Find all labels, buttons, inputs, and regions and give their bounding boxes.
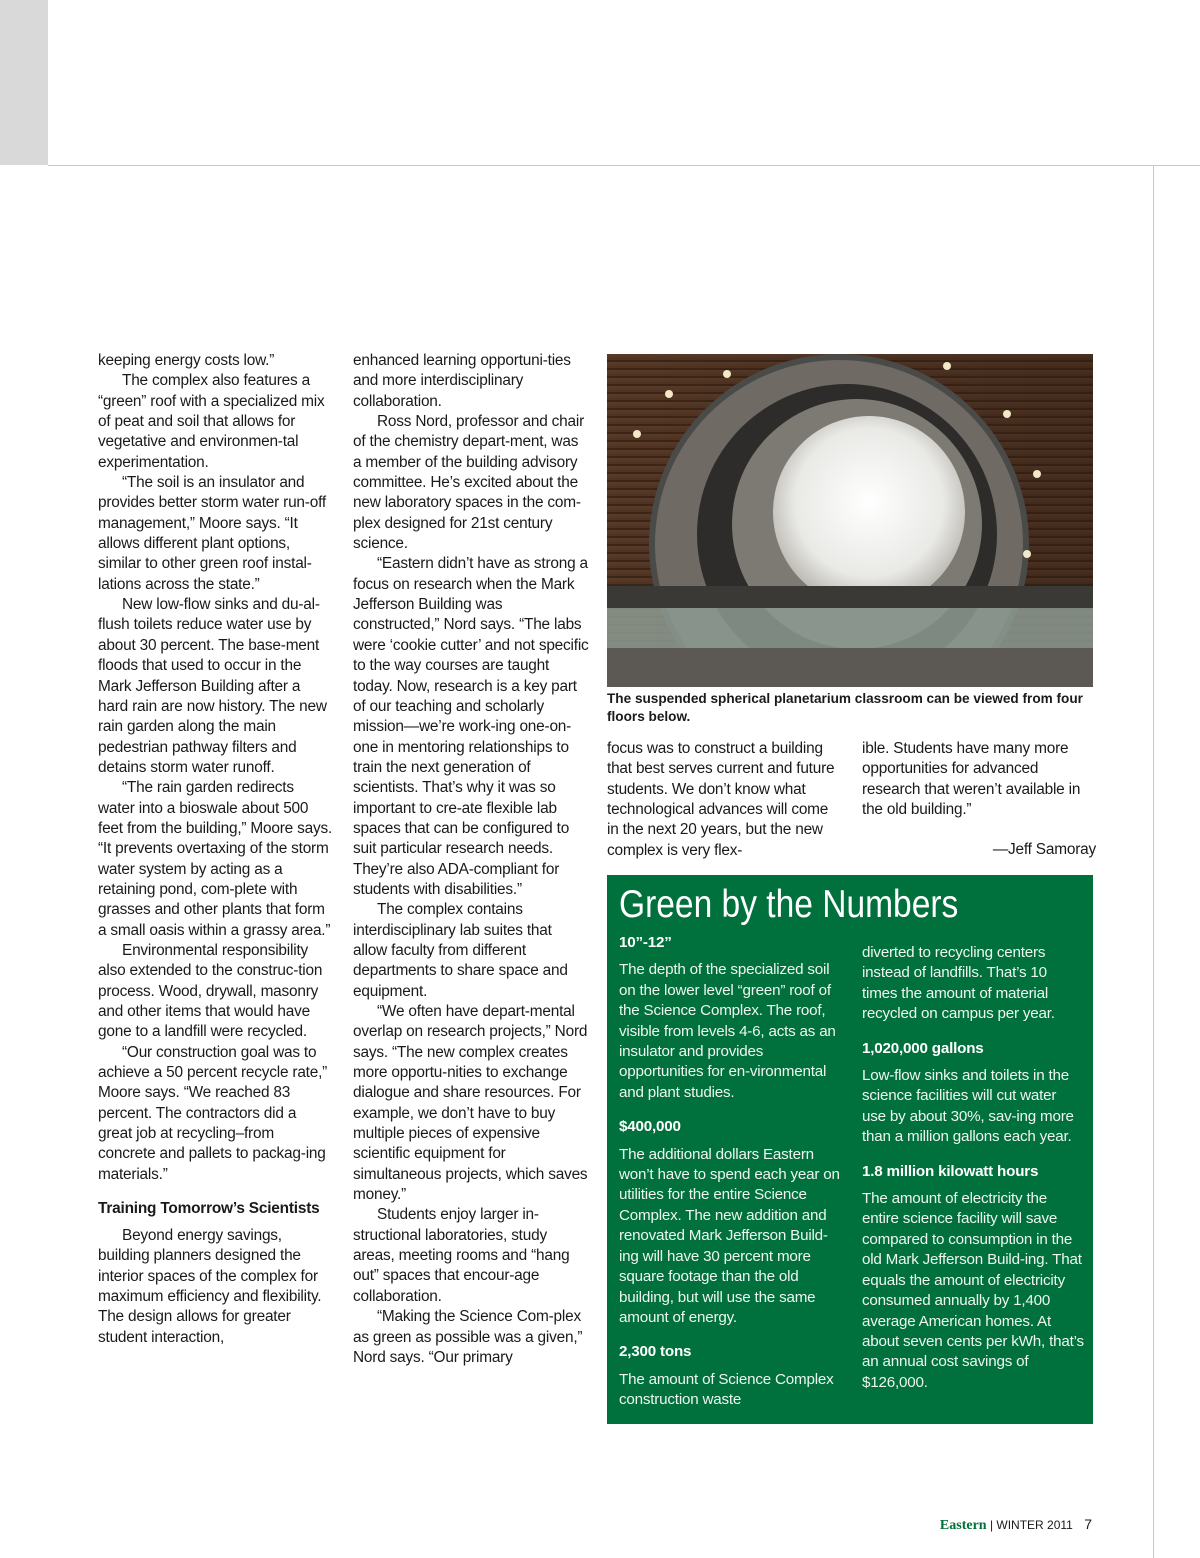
- paragraph: The complex also features a “green” roof with a specialized mix of peat and soil that allows for vegetative and environmen-tal experimentation.: [98, 372, 325, 471]
- stat-text: The amount of electricity the entire science facility will save compared to consumption in the old Mark Jefferson Build-ing. That equals the amount of electricity consumed annually by 1,400 average American homes. At about seven cents per kWh, that’s an annual cost savings of $126,000.: [862, 1190, 1084, 1391]
- stat-heading: 10”-12”: [619, 934, 672, 951]
- paragraph: ible. Students have many more opportunities for advanced research that weren’t available in the old building.”: [862, 740, 1081, 819]
- stat-heading: 1,020,000 gallons: [862, 1039, 984, 1057]
- sidebar-column-1: [619, 933, 841, 1425]
- stat-text: The depth of the specialized soil on the lower level “green” roof of the Science Complex. The roof, visible from levels 4-6, acts as an insulator and provides opportunities for en-vironmental and plant studies.: [619, 961, 836, 1101]
- stat-text: Low-flow sinks and toilets in the science facilities will cut water use by about 30%, sav-ing more than a million gallons each year.: [862, 1067, 1074, 1146]
- paragraph: Ross Nord, professor and chair of the chemistry depart-ment, was a member of the building advisory committee. He’s excited about the new laboratory spaces in the com-plex designed for 21st century science.: [353, 413, 584, 553]
- sidebar-title: Green by the Numbers: [619, 883, 959, 926]
- paragraph: Students enjoy larger in-structional laboratories, study areas, meeting rooms and “hang out” spaces that encour-age collaboration.: [353, 1206, 570, 1305]
- paragraph: New low-flow sinks and du-al-flush toilets reduce water use by about 30 percent. The base-ment floods that used to occur in the Mark Jefferson Building after a hard rain are now history. The new rain garden along the main pedestrian pathway filters and detains storm water runoff.: [98, 596, 327, 776]
- article-column-4: [862, 739, 1096, 861]
- stat-text: The additional dollars Eastern won’t have to spend each year on utilities for the entire Science Complex. The new addition and renovated Mark Jefferson Build-ing will have 30 percent more square footage than the old building, but will use the same amount of energy.: [619, 1145, 840, 1326]
- paragraph: The complex contains interdisciplinary lab suites that allow faculty from different departments to share space and equipment.: [353, 901, 568, 1000]
- article-column-2: [353, 351, 589, 1368]
- section-subhead: Training Tomorrow’s Scientists: [98, 1200, 320, 1218]
- header-rule: [48, 165, 1200, 166]
- planetarium-photo: [607, 354, 1093, 687]
- paragraph: “Our construction goal was to achieve a 50 percent recycle rate,” Moore says. “We reached 83 percent. The contractors did a great job at recycling–from concrete and pallets to packag-ing materials.”: [98, 1043, 328, 1183]
- stat-heading: 1.8 million kilowatt hours: [862, 1162, 1039, 1180]
- right-margin-rule: [1153, 166, 1154, 1558]
- page-number: 7: [1084, 1516, 1092, 1532]
- sidebar-column-2: [862, 943, 1084, 1407]
- page-footer: [940, 1516, 1092, 1534]
- author-signature: —Jeff Samoray: [992, 841, 1096, 859]
- paragraph: “The rain garden redirects water into a bioswale about 500 feet from the building,” Moore says. “It prevents overtaxing of the storm water system by acting as a retaining pond, com-plete with grasses and other plants that form a small oasis within a grassy area.”: [98, 779, 333, 939]
- article-column-1: [98, 351, 333, 1348]
- footer-brand: Eastern: [939, 1518, 987, 1533]
- paragraph: Beyond energy savings, building planners designed the interior spaces of the complex for maximum efficiency and flexibility. The design allows for greater student interaction,: [98, 1227, 322, 1346]
- stat-heading: $400,000: [619, 1118, 681, 1136]
- stat-text: diverted to recycling centers instead of landfills. That’s 10 times the amount of material recycled on campus per year.: [862, 944, 1055, 1023]
- article-column-3: [607, 739, 843, 861]
- footer-issue: WINTER 2011: [996, 1518, 1073, 1532]
- stat-text: The amount of Science Complex construction waste: [619, 1370, 834, 1409]
- photo-caption: The suspended spherical planetarium classroom can be viewed from four floors below.: [607, 691, 1083, 724]
- stat-heading: 2,300 tons: [619, 1343, 692, 1361]
- page-edge-tab: [0, 0, 48, 165]
- paragraph: Environmental responsibility also extended to the construc-tion process. Wood, drywall, masonry and other items that would have gone to a landfill were recycled.: [98, 941, 323, 1041]
- paragraph: “Making the Science Com-plex as green as possible was a given,” Nord says. “Our primary: [353, 1308, 583, 1366]
- paragraph: focus was to construct a building that best serves current and future students. We don’t know what technological advances will come in the next 20 years, but the new complex is very flex-: [607, 740, 835, 859]
- paragraph: “We often have depart-mental overlap on research projects,” Nord says. “The new complex creates more opportu-nities to exchange dialogue and share resources. For example, we don’t have to buy multiple pieces of expensive scientific equipment for simultaneous projects, which saves money.”: [353, 1003, 588, 1204]
- paragraph: “The soil is an insulator and provides better storm water run-off management,” Moore says. “It allows different plant options, similar to other green roof instal-lations across the state.”: [98, 474, 326, 593]
- paragraph: enhanced learning opportuni-ties and more interdisciplinary collaboration.: [353, 352, 571, 410]
- paragraph: keeping energy costs low.”: [98, 352, 275, 369]
- footer-separator: |: [989, 1518, 997, 1532]
- paragraph: “Eastern didn’t have as strong a focus on research when the Mark Jefferson Building was constructed,” Nord says. “The labs were ‘cookie cutter’ and not specific to the way courses are taught today. Now, research is a key part of our teaching and scholarly mission—we’re work-ing one-on-one in mentoring relationships to train the next generation of scientists. That’s why it was so important to cre-ate flexible lab spaces that can be configured to suit particular research needs. They’re also ADA-compliant for students with disabilities.”: [353, 555, 589, 898]
- green-by-the-numbers-sidebar: [607, 875, 1093, 1424]
